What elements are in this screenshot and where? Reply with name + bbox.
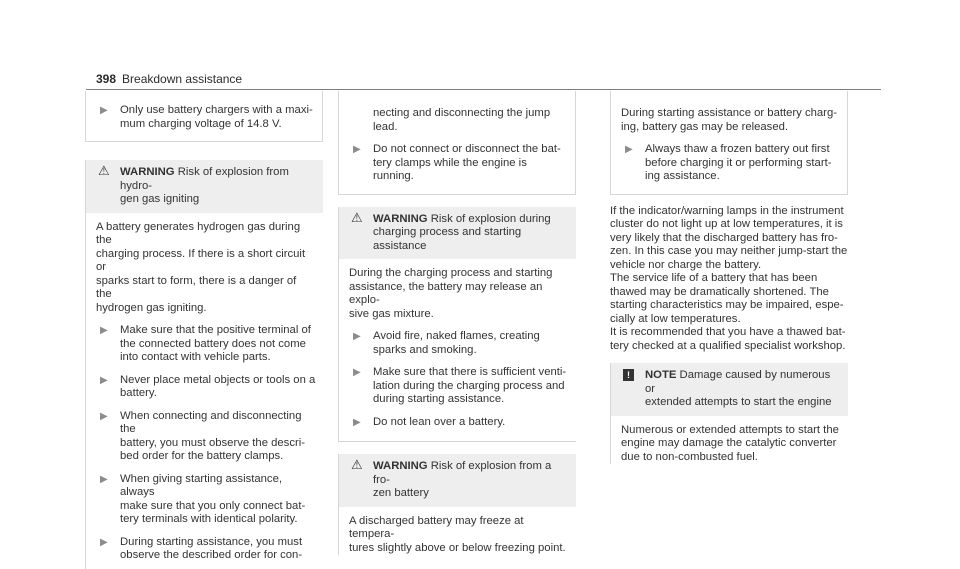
bullet-item: ▶ Never place metal objects or tools on a battery.: [100, 373, 316, 399]
arrow-right-icon: ▶: [353, 416, 361, 428]
bullet-item: ▶ Avoid fire, naked flames, creating sparks and smoking.: [353, 330, 540, 356]
paragraph: It is recommended that you have a thawed bat- tery checked at a qualified specialist workshop.: [610, 326, 846, 352]
bullet-item: ▶ Do not connect or disconnect the bat- tery clamps while the engine is running.: [353, 143, 561, 182]
column-2: [338, 91, 576, 555]
bullet-item: ▶ Do not lean over a battery.: [353, 415, 506, 428]
arrow-right-icon: ▶: [100, 536, 108, 548]
bullet-item: ▶ Only use battery chargers with a maxi- mum charging voltage of 14.8 V.: [100, 104, 313, 130]
arrow-right-icon: ▶: [100, 325, 108, 336]
bullet-item: ▶ Always thaw a frozen battery out first before charging it or performing start- ing assistance.: [625, 143, 832, 182]
bullet-item: ▶ When giving starting assistance, always make sure that you only connect bat- tery terminals with identical polarity.: [100, 472, 306, 525]
bullet-item: ▶ During starting assistance, you must observe the described order for con-: [100, 535, 303, 561]
page-title: Breakdown assistance: [122, 72, 243, 86]
column-3: [610, 91, 848, 464]
note-heading: ! NOTE Damage caused by numerous or extended attempts to start the engine: [611, 363, 848, 416]
arrow-right-icon: ▶: [353, 367, 361, 378]
warning-heading: ⚠ WARNING Risk of explosion from a fro- zen battery: [339, 454, 576, 507]
page-number: 398: [96, 72, 117, 86]
bullet-item: ▶ Make sure that the positive terminal of the connected battery does not come into contact with vehicle parts.: [100, 324, 311, 363]
arrow-right-icon: ▶: [353, 331, 361, 342]
warning-triangle-icon: ⚠: [351, 209, 363, 225]
note-square-icon: !: [623, 369, 634, 381]
paragraph: The service life of a battery that has been thawed may be dramatically shortened. The starting characteristics may be impaired, espe- cially at low temperatures.: [610, 272, 844, 325]
warning-triangle-icon: ⚠: [98, 163, 110, 178]
warning-heading: ⚠ WARNING Risk of explosion during charging process and starting assistance: [339, 207, 576, 260]
paragraph: If the indicator/warning lamps in the instrument cluster do not light up at low temperatures, it is very likely that the discharged battery has fro- zen. In this case you may neither jump-start the vehicle nor charge the battery.: [610, 204, 848, 271]
bullet-item: ▶ When connecting and disconnecting the battery, you must observe the descri- bed order for the battery clamps.: [100, 409, 306, 462]
warning-body: A discharged battery may freeze at tempera- tures slightly above or below freezing point.: [349, 514, 566, 554]
column-1: [85, 91, 323, 569]
warning-triangle-icon: ⚠: [351, 457, 363, 472]
warning-block-charging: [338, 207, 576, 443]
arrow-right-icon: ▶: [625, 144, 633, 155]
warning-body: During the charging process and starting assistance, the battery may release an explo- sive gas mixture.: [349, 267, 553, 320]
header-divider: [86, 89, 881, 90]
bullet-item: ▶ Make sure that there is sufficient venti- lation during the charging process and during starting assistance.: [353, 366, 567, 405]
note-body: Numerous or extended attempts to start the engine may damage the catalytic converter due to non-combusted fuel.: [621, 423, 839, 463]
continued-text: necting and disconnecting the jump lead.: [373, 107, 551, 133]
page-header: [96, 72, 242, 86]
charger-voltage-box: [85, 91, 323, 142]
jump-lead-box: [338, 91, 576, 195]
body-paragraphs: [610, 205, 848, 354]
frozen-battery-box: [610, 91, 848, 195]
intro-text: During starting assistance or battery charg- ing, battery gas may be released.: [621, 107, 837, 133]
warning-body: A battery generates hydrogen gas during the charging process. If there is a short circuit or sparks start to form, there is a danger of the hydrogen gas igniting.: [96, 220, 306, 314]
warning-block-hydrogen: [85, 160, 323, 569]
warning-block-frozen: [338, 454, 576, 555]
arrow-right-icon: ▶: [353, 144, 361, 155]
arrow-right-icon: ▶: [100, 374, 108, 386]
warning-heading: ⚠ WARNING Risk of explosion from hydro- gen gas igniting: [86, 160, 323, 213]
note-block: [610, 363, 848, 464]
arrow-right-icon: ▶: [100, 473, 108, 485]
arrow-right-icon: ▶: [100, 105, 108, 116]
arrow-right-icon: ▶: [100, 410, 108, 422]
